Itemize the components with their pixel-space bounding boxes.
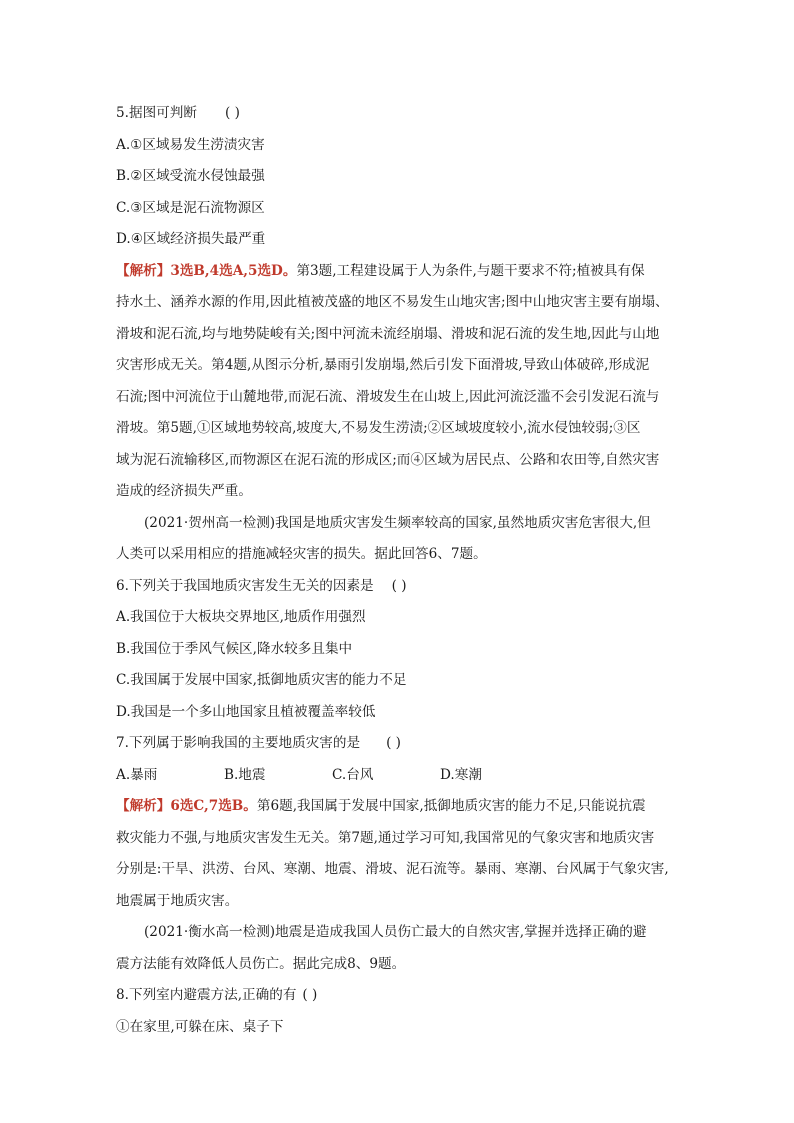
analysis-text-line: 滑坡和泥石流,均与地势陡峻有关;图中河流未流经崩塌、滑坡和泥石流的发生地,因此与山地 [116,325,660,342]
analysis-text-line: 造成的经济损失严重。 [116,483,252,499]
question-8-text: 8.下列室内避震方法,正确的有 [116,987,297,1003]
intro-text-line: 人类可以采用相应的措施减轻灾害的损失。据此回答6、7题。 [116,546,487,562]
answer-blank: ( ) [386,735,401,751]
question-5-option-c: C.③区域是泥石流物源区 [116,199,265,216]
analysis-text-line: 第6题,我国属于发展中国家,抵御地质灾害的能力不足,只能说抗震 [256,798,646,814]
analysis-text-line: 域为泥石流输移区,而物源区在泥石流的形成区;而④区域为居民点、公路和农田等,自然灾害 [116,451,660,468]
question-8-stem [116,980,682,1012]
analysis-text-line: 滑坡。第5题,①区域地势较高,坡度大,不易发生涝渍;②区域坡度较小,流水侵蚀较弱;③区 [116,420,641,436]
analysis-text-line: 救灾能力不强,与地质灾害发生无关。第7题,通过学习可知,我国常见的气象灾害和地质灾害 [116,829,655,846]
analysis-label: 【解析】 [116,262,171,279]
material-intro-2 [116,917,682,980]
analysis-answer: 3选B,4选A,5选D。 [170,262,297,279]
answer-blank: ( ) [224,105,240,121]
analysis-answer: 6选C,7选B。 [170,798,257,814]
question-6-stem [116,571,682,603]
question-7-text: 7.下列属于影响我国的主要地质灾害的是 [116,735,361,751]
intro-text-line: (2021·贺州高一检测)我国是地质灾害发生频率较高的国家,虽然地质灾害危害很大,但 [144,514,651,531]
analysis-text-line: 分别是:干旱、洪涝、台风、寒潮、地震、滑坡、泥石流等。暴雨、寒潮、台风属于气象灾害, [116,861,669,877]
analysis-text-line: 灾害形成无关。第4题,从图示分析,暴雨引发崩塌,然后引发下面滑坡,导致山体破碎,形成泥 [116,357,650,373]
question-6-option-a: A.我国位于大板块交界地区,地质作用强烈 [116,609,366,625]
question-6-option-d: D.我国是一个多山地国家且植被覆盖率较低 [116,703,376,720]
document-page [116,98,682,1043]
question-6-option-c: C.我国属于发展中国家,抵御地质灾害的能力不足 [116,672,407,688]
analysis-text-line: 持水土、涵养水源的作用,因此植被茂盛的地区不易发生山地灾害;图中山地灾害主要有崩塌、 [116,294,669,310]
question-5-option-b: B.②区域受流水侵蚀最强 [116,168,265,184]
question-7-option-c: C.台风 [332,766,374,783]
intro-text-line: 震方法能有效降低人员伤亡。据此完成8、9题。 [116,955,406,972]
question-5-option-d: D.④区域经济损失最严重 [116,231,266,247]
question-6-option-b: B.我国位于季风气候区,降水较多且集中 [116,640,353,657]
analysis-block-2 [116,791,682,917]
answer-blank: ( ) [391,577,407,594]
analysis-block-1 [116,256,682,508]
question-8-item-1: ①在家里,可躲在床、桌子下 [116,1018,284,1035]
analysis-text-line: 石流;图中河流位于山麓地带,而泥石流、滑坡发生在山坡上,因此河流泛滥不会引发泥石流与 [116,388,660,405]
material-intro-1 [116,508,682,571]
question-7-option-a: A.暴雨 [116,766,158,783]
question-5-option-a: A.①区域易发生涝渍灾害 [116,136,265,153]
analysis-label: 【解析】 [116,798,171,814]
question-5-text: 5.据图可判断 [116,105,197,121]
analysis-text-line: 第3题,工程建设属于人为条件,与题干要求不符;植被具有保 [296,262,645,279]
answer-blank: ( ) [302,987,318,1003]
question-5-stem [116,98,682,130]
intro-text-line: (2021·衡水高一检测)地震是造成我国人员伤亡最大的自然灾害,掌握并选择正确的避 [144,924,647,940]
question-7-options [116,760,682,792]
question-7-stem [116,728,682,760]
question-7-option-d: D.寒潮 [440,766,482,783]
analysis-text-line: 地震属于地质灾害。 [116,892,239,909]
question-6-text: 6.下列关于我国地质灾害发生无关的因素是 [116,577,374,594]
question-7-option-b: B.地震 [224,766,266,783]
